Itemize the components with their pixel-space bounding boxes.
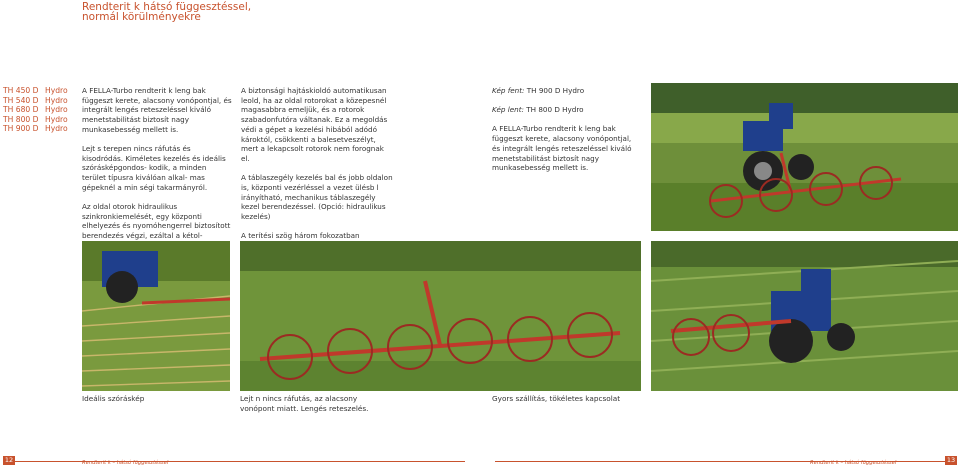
col1-paragraph-3: Az oldal otorok hidraulikus szinkronkiemelését, egy központi elhelyezés és nyomóhengerrel biztosított berendezés végzi, ezáltal a kétol- xyxy=(82,202,231,241)
model-drive: Hydro xyxy=(45,124,68,134)
photo-rake-slope xyxy=(240,241,641,391)
caption-hay-spread: Ideális szóráskép xyxy=(82,394,145,403)
model-list xyxy=(3,86,68,134)
footer-label-left: Rendterit k – hátsó függesztéssel xyxy=(82,460,169,466)
photo-label-top-value: TH 900 D Hydro xyxy=(526,86,585,95)
photo-label-bottom xyxy=(492,105,640,115)
model-row xyxy=(3,105,68,115)
model-drive: Hydro xyxy=(45,95,68,105)
title-line-1: Rendterit k hátsó függesztéssel, xyxy=(82,1,252,13)
footer-label-right: Rendterit k – hátsó függesztéssel xyxy=(810,460,897,466)
page-number-left: 12 xyxy=(4,456,14,464)
caption-tractor-transport: Gyors szállítás, tökéletes kapcsolat xyxy=(492,394,621,403)
model-name: TH 800 D xyxy=(3,114,39,124)
photo-tractor-top xyxy=(651,83,958,231)
photo-label-bottom-key: Kép lent: xyxy=(492,105,524,115)
photo-tractor-transport xyxy=(651,241,958,391)
model-name: TH 540 D xyxy=(3,95,39,105)
model-name: TH 900 D xyxy=(3,124,39,134)
page-number-right: 13 xyxy=(946,456,956,464)
col1-paragraph-1: A FELLA-Turbo rendterit k leng bak függeszt kerete, alacsony vonópontjal, és integrált lengés reteszeléssel kiváló menetstabilitást biztosít nagy munkasebesség mellett is. xyxy=(82,86,232,134)
photo-hay-spread xyxy=(82,241,230,391)
page-title xyxy=(82,2,251,22)
photo-label-top xyxy=(492,86,640,96)
photo-label-bottom-value: TH 800 D Hydro xyxy=(526,105,584,115)
model-row xyxy=(3,96,68,106)
model-drive: Hydro xyxy=(45,114,68,124)
model-drive: Hydro xyxy=(45,86,68,95)
model-name: TH 450 D xyxy=(3,86,39,95)
photo-label-top-key: Kép fent: xyxy=(492,86,525,95)
model-row xyxy=(3,124,68,134)
col3-paragraph-1: A FELLA-Turbo rendterit k leng bak függeszt kerete, alacsony vonópontjal, és integrált lengés reteszeléssel kiváló menetstabilitást biztosít nagy munkasebesség mellett is. xyxy=(492,124,632,173)
model-row xyxy=(3,115,68,125)
model-name: TH 680 D xyxy=(3,105,39,115)
title-line-2: normál körülményekre xyxy=(82,11,201,23)
col2-paragraph-3: A terítési szög három fokozatban xyxy=(241,231,360,241)
column-1-text xyxy=(82,86,232,250)
col2-paragraph-2: A táblaszegély kezelés bal és jobb oldalon is, központi vezérléssel a vezet ülésb l irányítható, mechanikus táblaszegély kezel berendezéssel. (Opció: hidraulikus kezelés) xyxy=(241,173,393,221)
col2-paragraph-1: A biztonsági hajtáskioldó automatikusan leold, ha az oldal rotorokat a közepesnél magasabbra emeljük, és a rotorok szabadonfutóra váltanak. Ez a megoldás védi a gépet a kezelési hibából adódó károktól, csökkenti a balesetveszélyt, mert a lekapcsolt rotorok nem forognak el. xyxy=(241,86,388,163)
col1-paragraph-2: Lejt s terepen nincs ráfutás és kisodródás. Kiméletes kezelés és ideális szórásképgondos- kodik, a minden terület típusra kiválóan alkal- mas gépeknél a min ségi takarmányról. xyxy=(82,144,226,192)
model-drive: Hydro xyxy=(45,105,68,115)
model-row xyxy=(3,86,68,96)
caption-rake-slope: Lejt n nincs ráfutás, az alacsony vonópont miatt. Lengés reteszelés. xyxy=(240,394,369,413)
column-3-text xyxy=(492,86,640,182)
